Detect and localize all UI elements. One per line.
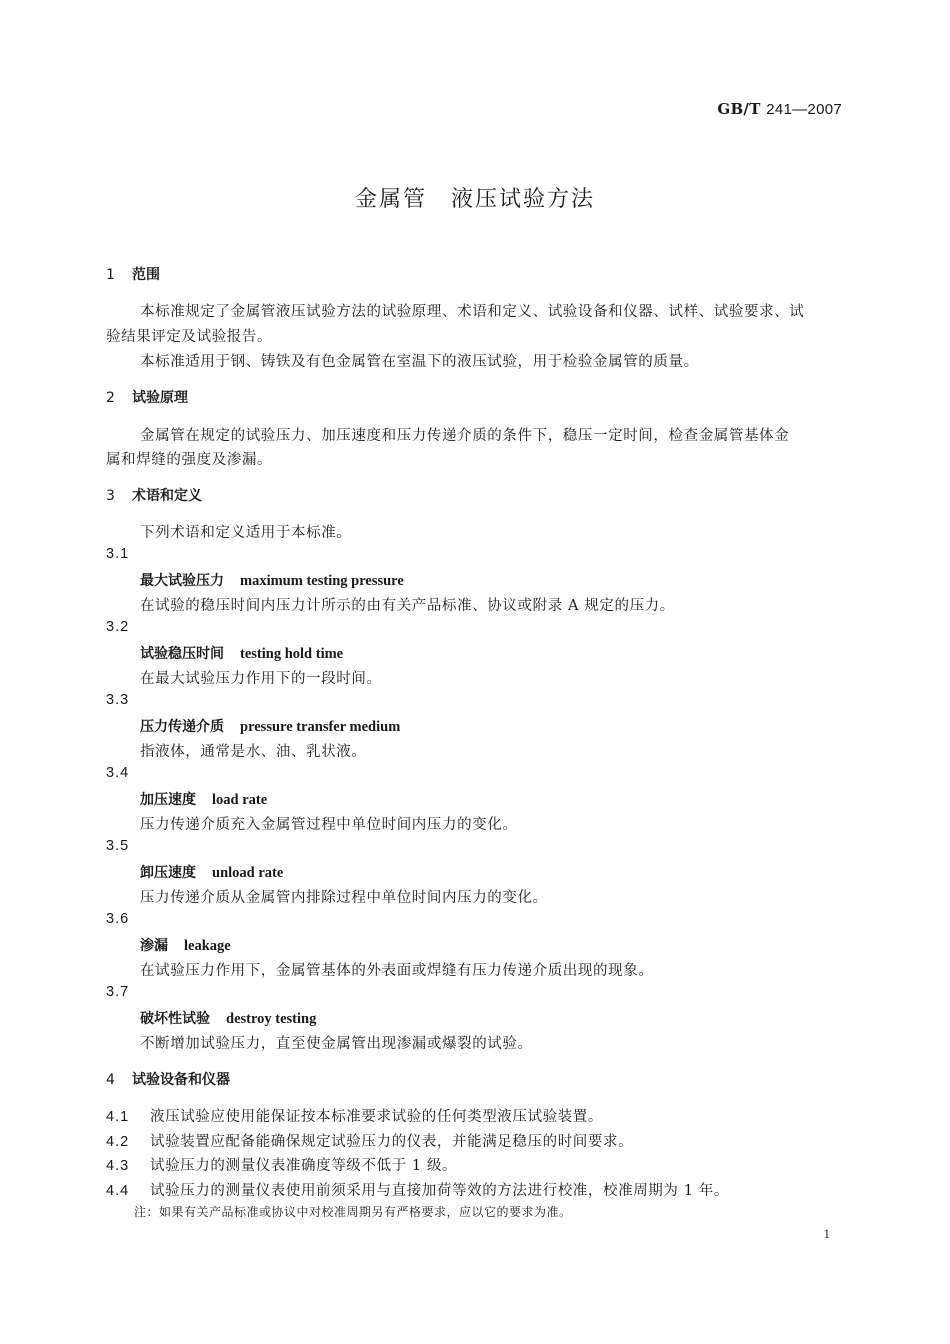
term-number: 3.3 (106, 692, 130, 708)
section-2-para-line-2: 属和焊缝的强度及渗漏。 (106, 452, 273, 468)
section-number: 4 (106, 1072, 115, 1088)
section-4-heading (106, 1069, 230, 1089)
section-1-para-1-line-1: 本标准规定了金属管液压试验方法的试验原理、术语和定义、试验设备和仪器、试样、试验要求、试 (140, 304, 805, 320)
standard-code (717, 100, 842, 118)
section-2-heading (106, 387, 188, 407)
term-number: 3.4 (106, 765, 130, 781)
list-item (106, 1105, 603, 1126)
section-1-heading (106, 264, 160, 284)
term-number: 3.7 (106, 984, 130, 1000)
list-item (106, 1154, 457, 1175)
term-en: leakage (184, 938, 231, 954)
term-definition: 压力传递介质从金属管内排除过程中单位时间内压力的变化。 (140, 890, 548, 906)
term-en: pressure transfer medium (240, 719, 401, 735)
term-en: unload rate (212, 865, 284, 881)
list-item-text: 液压试验应使用能保证按本标准要求试验的任何类型液压试验装置。 (150, 1109, 603, 1125)
term-zh: 试验稳压时间 (140, 646, 224, 662)
term-heading (140, 862, 283, 882)
section-3-heading (106, 485, 202, 505)
term-en: destroy testing (226, 1011, 317, 1027)
section-2-para-line-1: 金属管在规定的试验压力、加压速度和压力传递介质的条件下，稳压一定时间，检查金属管基体金 (140, 428, 790, 444)
term-zh: 最大试验压力 (140, 573, 224, 589)
term-zh: 渗漏 (140, 938, 168, 954)
section-number: 3 (106, 488, 115, 504)
term-en: maximum testing pressure (240, 573, 404, 589)
term-definition: 在最大试验压力作用下的一段时间。 (140, 671, 382, 687)
list-item-text: 试验压力的测量仪表准确度等级不低于 1 级。 (150, 1158, 458, 1174)
list-item (106, 1130, 633, 1151)
term-heading (140, 716, 400, 736)
term-definition: 指液体，通常是水、油、乳状液。 (140, 744, 367, 760)
section-title: 术语和定义 (132, 488, 202, 504)
list-item-number: 4.1 (106, 1109, 130, 1125)
standard-code-prefix: GB/T (717, 100, 761, 118)
term-definition: 压力传递介质充入金属管过程中单位时间内压力的变化。 (140, 817, 518, 833)
term-number: 3.1 (106, 546, 130, 562)
section-title: 试验原理 (132, 390, 188, 406)
section-title: 范围 (132, 267, 160, 283)
term-en: testing hold time (240, 646, 344, 662)
term-heading (140, 789, 267, 809)
list-item (106, 1179, 729, 1200)
list-item-number: 4.2 (106, 1134, 130, 1150)
term-definition: 在试验的稳压时间内压力计所示的由有关产品标准、协议或附录 A 规定的压力。 (140, 598, 675, 614)
note: 注：如果有关产品标准或协议中对校准周期另有严格要求，应以它的要求为准。 (134, 1205, 572, 1219)
list-item-text: 试验装置应配备能确保规定试验压力的仪表，并能满足稳压的时间要求。 (150, 1134, 634, 1150)
page-number: 1 (823, 1226, 830, 1241)
term-zh: 压力传递介质 (140, 719, 224, 735)
section-title: 试验设备和仪器 (132, 1072, 230, 1088)
term-heading (140, 643, 343, 663)
term-en: load rate (212, 792, 268, 808)
standard-code-number: 241—2007 (766, 101, 842, 118)
list-item-number: 4.3 (106, 1158, 130, 1174)
term-number: 3.6 (106, 911, 130, 927)
term-heading (140, 570, 404, 590)
section-1-para-1-line-2: 验结果评定及试验报告。 (106, 329, 273, 345)
term-heading (140, 1008, 316, 1028)
section-number: 1 (106, 267, 115, 283)
section-number: 2 (106, 390, 115, 406)
section-3-intro: 下列术语和定义适用于本标准。 (140, 525, 352, 541)
section-1-para-2: 本标准适用于钢、铸铁及有色金属管在室温下的液压试验，用于检验金属管的质量。 (140, 354, 699, 370)
term-definition: 不断增加试验压力，直至使金属管出现渗漏或爆裂的试验。 (140, 1036, 533, 1052)
term-definition: 在试验压力作用下，金属管基体的外表面或焊缝有压力传递介质出现的现象。 (140, 963, 654, 979)
term-zh: 卸压速度 (140, 865, 196, 881)
term-zh: 破坏性试验 (140, 1011, 210, 1027)
term-zh: 加压速度 (140, 792, 196, 808)
term-number: 3.2 (106, 619, 130, 635)
term-number: 3.5 (106, 838, 130, 854)
term-heading (140, 935, 231, 955)
list-item-text: 试验压力的测量仪表使用前须采用与直接加荷等效的方法进行校准，校准周期为 1 年。 (150, 1183, 729, 1199)
list-item-number: 4.4 (106, 1183, 130, 1199)
document-title: 金属管 液压试验方法 (354, 187, 595, 212)
